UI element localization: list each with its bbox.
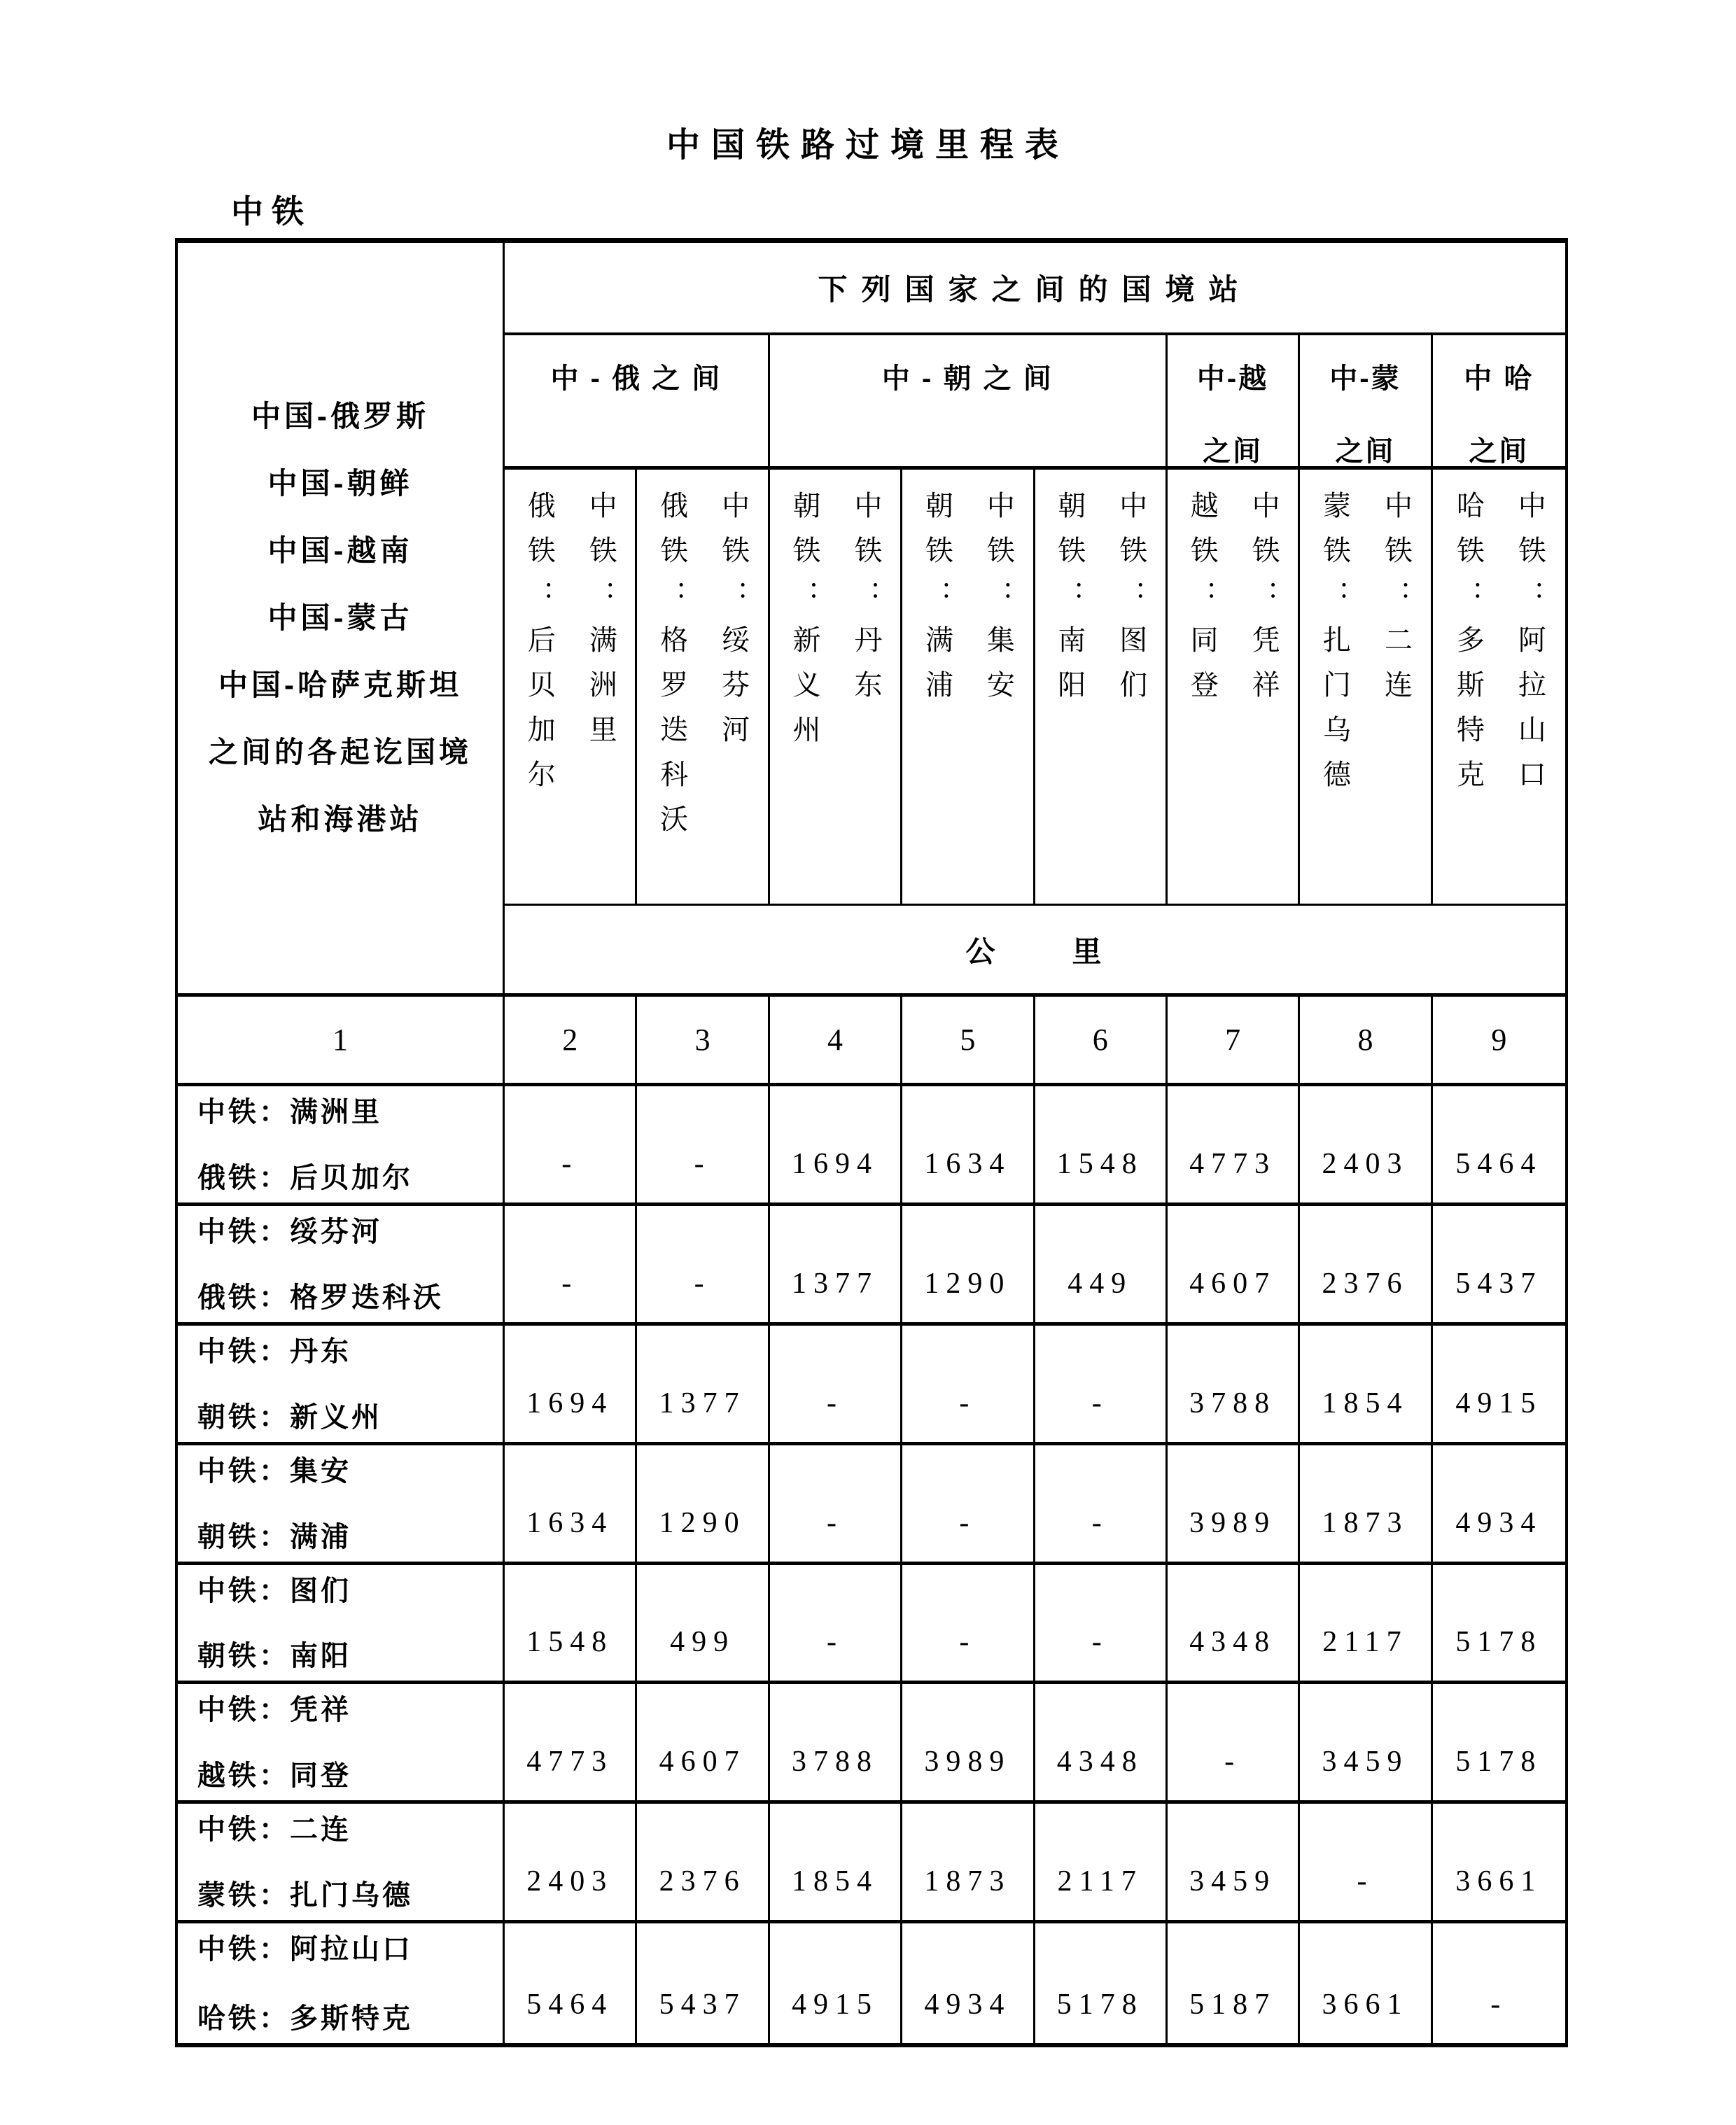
group-header-line: 之间 (1203, 436, 1264, 467)
distance-cell: 4915 (1433, 1326, 1565, 1445)
row-label-cell (178, 1206, 505, 1326)
row-label-china: 中铁：满洲里 (197, 1097, 382, 1128)
station-name-china: 中铁：二连 (1380, 491, 1412, 715)
distance-cell: 4607 (637, 1684, 769, 1804)
row-label-foreign: 哈铁：多斯特克 (197, 2003, 413, 2034)
distance-cell: 4348 (1035, 1684, 1168, 1804)
group-header-line: 中 - 俄 之 间 (550, 363, 722, 394)
station-name-china: 中铁：满洲里 (585, 491, 617, 759)
distance-cell: - (505, 1206, 637, 1326)
distance-cell: 1634 (902, 1086, 1035, 1206)
distance-cell: 5437 (1433, 1206, 1565, 1326)
row-label-foreign: 朝铁：南阳 (197, 1641, 351, 1672)
row-label-china: 中铁：图们 (197, 1575, 351, 1606)
row-label-china: 中铁：丹东 (197, 1335, 351, 1367)
distance-cell: - (902, 1565, 1035, 1685)
distance-cell: 1854 (1300, 1326, 1432, 1445)
distance-cell: - (1300, 1804, 1432, 1923)
row-label-foreign: 朝铁：新义州 (197, 1401, 382, 1433)
distance-cell: 1548 (505, 1565, 637, 1685)
station-name-foreign: 蒙铁：扎门乌德 (1319, 491, 1350, 804)
group-header-cn-mn (1300, 335, 1432, 470)
group-header-cn-kz (1433, 335, 1565, 470)
distance-cell: 5464 (1433, 1086, 1565, 1206)
unit-char: 公 (965, 934, 998, 968)
distance-cell: 4934 (902, 1923, 1035, 2043)
distance-cell: - (1168, 1684, 1300, 1804)
distance-cell: 1694 (770, 1086, 902, 1206)
row-label-china: 中铁：凭祥 (197, 1695, 351, 1726)
group-header-line: 中-越 (1196, 363, 1269, 394)
row-label-china: 中铁：二连 (197, 1814, 351, 1846)
group-header-cn-ru (505, 335, 770, 470)
distance-cell: 4934 (1433, 1445, 1565, 1565)
group-header-cn-vn (1168, 335, 1300, 470)
distance-cell: 4607 (1168, 1206, 1300, 1326)
railway-section-label: 中铁 (231, 193, 312, 230)
distance-cell: - (1490, 1989, 1508, 2021)
distance-cell: - (1035, 1326, 1168, 1445)
station-name-china: 中铁：集安 (983, 491, 1014, 715)
group-header-line: 之间 (1335, 436, 1396, 467)
row-label-china: 中铁：绥芬河 (197, 1216, 382, 1247)
distance-cell: 449 (1035, 1206, 1168, 1326)
column-number-cell: 2 (505, 997, 637, 1086)
distance-cell: - (770, 1445, 902, 1565)
row-label-china: 中铁：集安 (197, 1455, 351, 1487)
column-number-cell: 7 (1168, 997, 1300, 1086)
group-header-line: 之间 (1469, 436, 1530, 467)
route-pair-line: 中国-朝鲜 (267, 467, 413, 500)
column-number-cell: 9 (1433, 997, 1565, 1086)
page-title: 中国铁路过境里程表 (666, 127, 1070, 164)
distance-cell: 2117 (1035, 1804, 1168, 1923)
mileage-table (175, 238, 1568, 2047)
route-pair-line: 中国-蒙古 (267, 601, 413, 634)
station-name-china: 中铁：丹东 (850, 491, 881, 715)
station-pair-header (505, 470, 637, 906)
route-pair-line: 站和海港站 (258, 803, 423, 836)
group-header-cn-kp (770, 335, 1168, 470)
column-number-cell: 6 (1035, 997, 1168, 1086)
distance-cell: 2403 (1300, 1086, 1432, 1206)
route-pair-line: 中国-哈萨克斯坦 (218, 668, 462, 701)
station-pair-header (770, 470, 902, 906)
station-name-china: 中铁：图们 (1115, 491, 1147, 715)
column-number-cell: 4 (770, 997, 902, 1086)
distance-cell: 3788 (1168, 1326, 1300, 1445)
distance-cell: - (902, 1445, 1035, 1565)
unit-row-kilometres (505, 906, 1565, 997)
distance-cell: 1634 (505, 1445, 637, 1565)
station-name-china: 中铁：凭祥 (1248, 491, 1280, 715)
group-header-line: 中 哈 (1464, 363, 1534, 394)
distance-cell: 499 (637, 1565, 769, 1685)
distance-cell: 1290 (637, 1445, 769, 1565)
unit-char: 里 (1072, 934, 1105, 968)
distance-cell: - (770, 1326, 902, 1445)
distance-cell: 4773 (505, 1684, 637, 1804)
row-label-cell (178, 1565, 505, 1685)
station-name-china: 中铁：绥芬河 (718, 491, 749, 759)
distance-cell: 1873 (1300, 1445, 1432, 1565)
distance-cell: 5178 (1035, 1923, 1168, 2043)
distance-cell: 3459 (1300, 1684, 1432, 1804)
distance-cell: - (1035, 1565, 1168, 1685)
route-pair-line: 之间的各起讫国境 (208, 736, 472, 769)
station-pair-header (1300, 470, 1432, 906)
group-header-line: 中-蒙 (1329, 363, 1401, 394)
distance-cell: 5178 (1433, 1565, 1565, 1685)
row-label-foreign: 越铁：同登 (197, 1760, 351, 1792)
distance-cell: 2376 (637, 1804, 769, 1923)
station-pair-header (1168, 470, 1300, 906)
distance-cell: 1290 (902, 1206, 1035, 1326)
row-label-cell (178, 1923, 505, 2043)
station-name-foreign: 朝铁：新义州 (788, 491, 820, 759)
distance-cell: 4348 (1168, 1565, 1300, 1685)
distance-cell: 5187 (1168, 1923, 1300, 2043)
distance-cell: 1377 (637, 1326, 769, 1445)
station-name-foreign: 朝铁：南阳 (1054, 491, 1085, 715)
distance-cell: 1873 (902, 1804, 1035, 1923)
distance-cell: 2403 (505, 1804, 637, 1923)
row-label-cell (178, 1804, 505, 1923)
distance-cell: 1377 (770, 1206, 902, 1326)
row-label-china: 中铁：阿拉山口 (197, 1934, 413, 1965)
distance-cell: 2117 (1300, 1565, 1432, 1685)
distance-cell: 4773 (1168, 1086, 1300, 1206)
distance-cell: 5464 (505, 1923, 637, 2043)
station-name-china: 中铁：阿拉山口 (1514, 491, 1546, 804)
distance-cell: - (1035, 1445, 1168, 1565)
column-number-cell: 1 (178, 997, 505, 1086)
route-pair-line: 中国-俄罗斯 (251, 400, 429, 433)
distance-cell: 1548 (1035, 1086, 1168, 1206)
distance-cell: 3459 (1168, 1804, 1300, 1923)
column-number-cell: 8 (1300, 997, 1432, 1086)
route-pairs-header-cell (178, 243, 505, 997)
station-pair-header (637, 470, 769, 906)
row-label-foreign: 朝铁：满浦 (197, 1521, 351, 1552)
distance-cell: - (637, 1206, 769, 1326)
distance-cell: 3989 (902, 1684, 1035, 1804)
distance-cell: 5178 (1433, 1684, 1565, 1804)
row-label-foreign: 蒙铁：扎门乌德 (197, 1880, 413, 1912)
station-name-foreign: 俄铁：后贝加尔 (524, 491, 555, 804)
station-pair-header (1035, 470, 1168, 906)
row-label-cell (178, 1445, 505, 1565)
row-label-cell (178, 1086, 505, 1206)
distance-cell: 1694 (505, 1326, 637, 1445)
distance-cell: 3661 (1300, 1923, 1432, 2043)
distance-cell: 2376 (1300, 1206, 1432, 1326)
distance-cell: - (770, 1565, 902, 1685)
distance-cell: - (637, 1086, 769, 1206)
group-header-line: 中 - 朝 之 间 (881, 363, 1054, 394)
distance-cell: - (902, 1326, 1035, 1445)
row-label-foreign: 俄铁：后贝加尔 (197, 1162, 413, 1193)
route-pair-line: 中国-越南 (267, 534, 413, 567)
row-label-cell (178, 1326, 505, 1445)
station-name-foreign: 朝铁：满浦 (921, 491, 953, 715)
distance-cell: 1854 (770, 1804, 902, 1923)
distance-cell: 4915 (770, 1923, 902, 2043)
distance-cell: 5437 (637, 1923, 769, 2043)
distance-cell: 3989 (1168, 1445, 1300, 1565)
station-name-foreign: 俄铁：格罗迭科沃 (656, 491, 687, 849)
border-stations-header: 下列国家之间的国境站 (505, 243, 1565, 335)
column-number-cell: 5 (902, 997, 1035, 1086)
station-name-foreign: 越铁：同登 (1186, 491, 1218, 715)
row-label-foreign: 俄铁：格罗迭科沃 (197, 1282, 444, 1313)
station-name-foreign: 哈铁：多斯特克 (1452, 491, 1484, 804)
station-pair-header (902, 470, 1035, 906)
column-number-cell: 3 (637, 997, 769, 1086)
station-pair-header (1433, 470, 1565, 906)
row-label-cell (178, 1684, 505, 1804)
distance-cell: - (505, 1086, 637, 1206)
distance-cell: 3661 (1433, 1804, 1565, 1923)
distance-cell: 3788 (770, 1684, 902, 1804)
